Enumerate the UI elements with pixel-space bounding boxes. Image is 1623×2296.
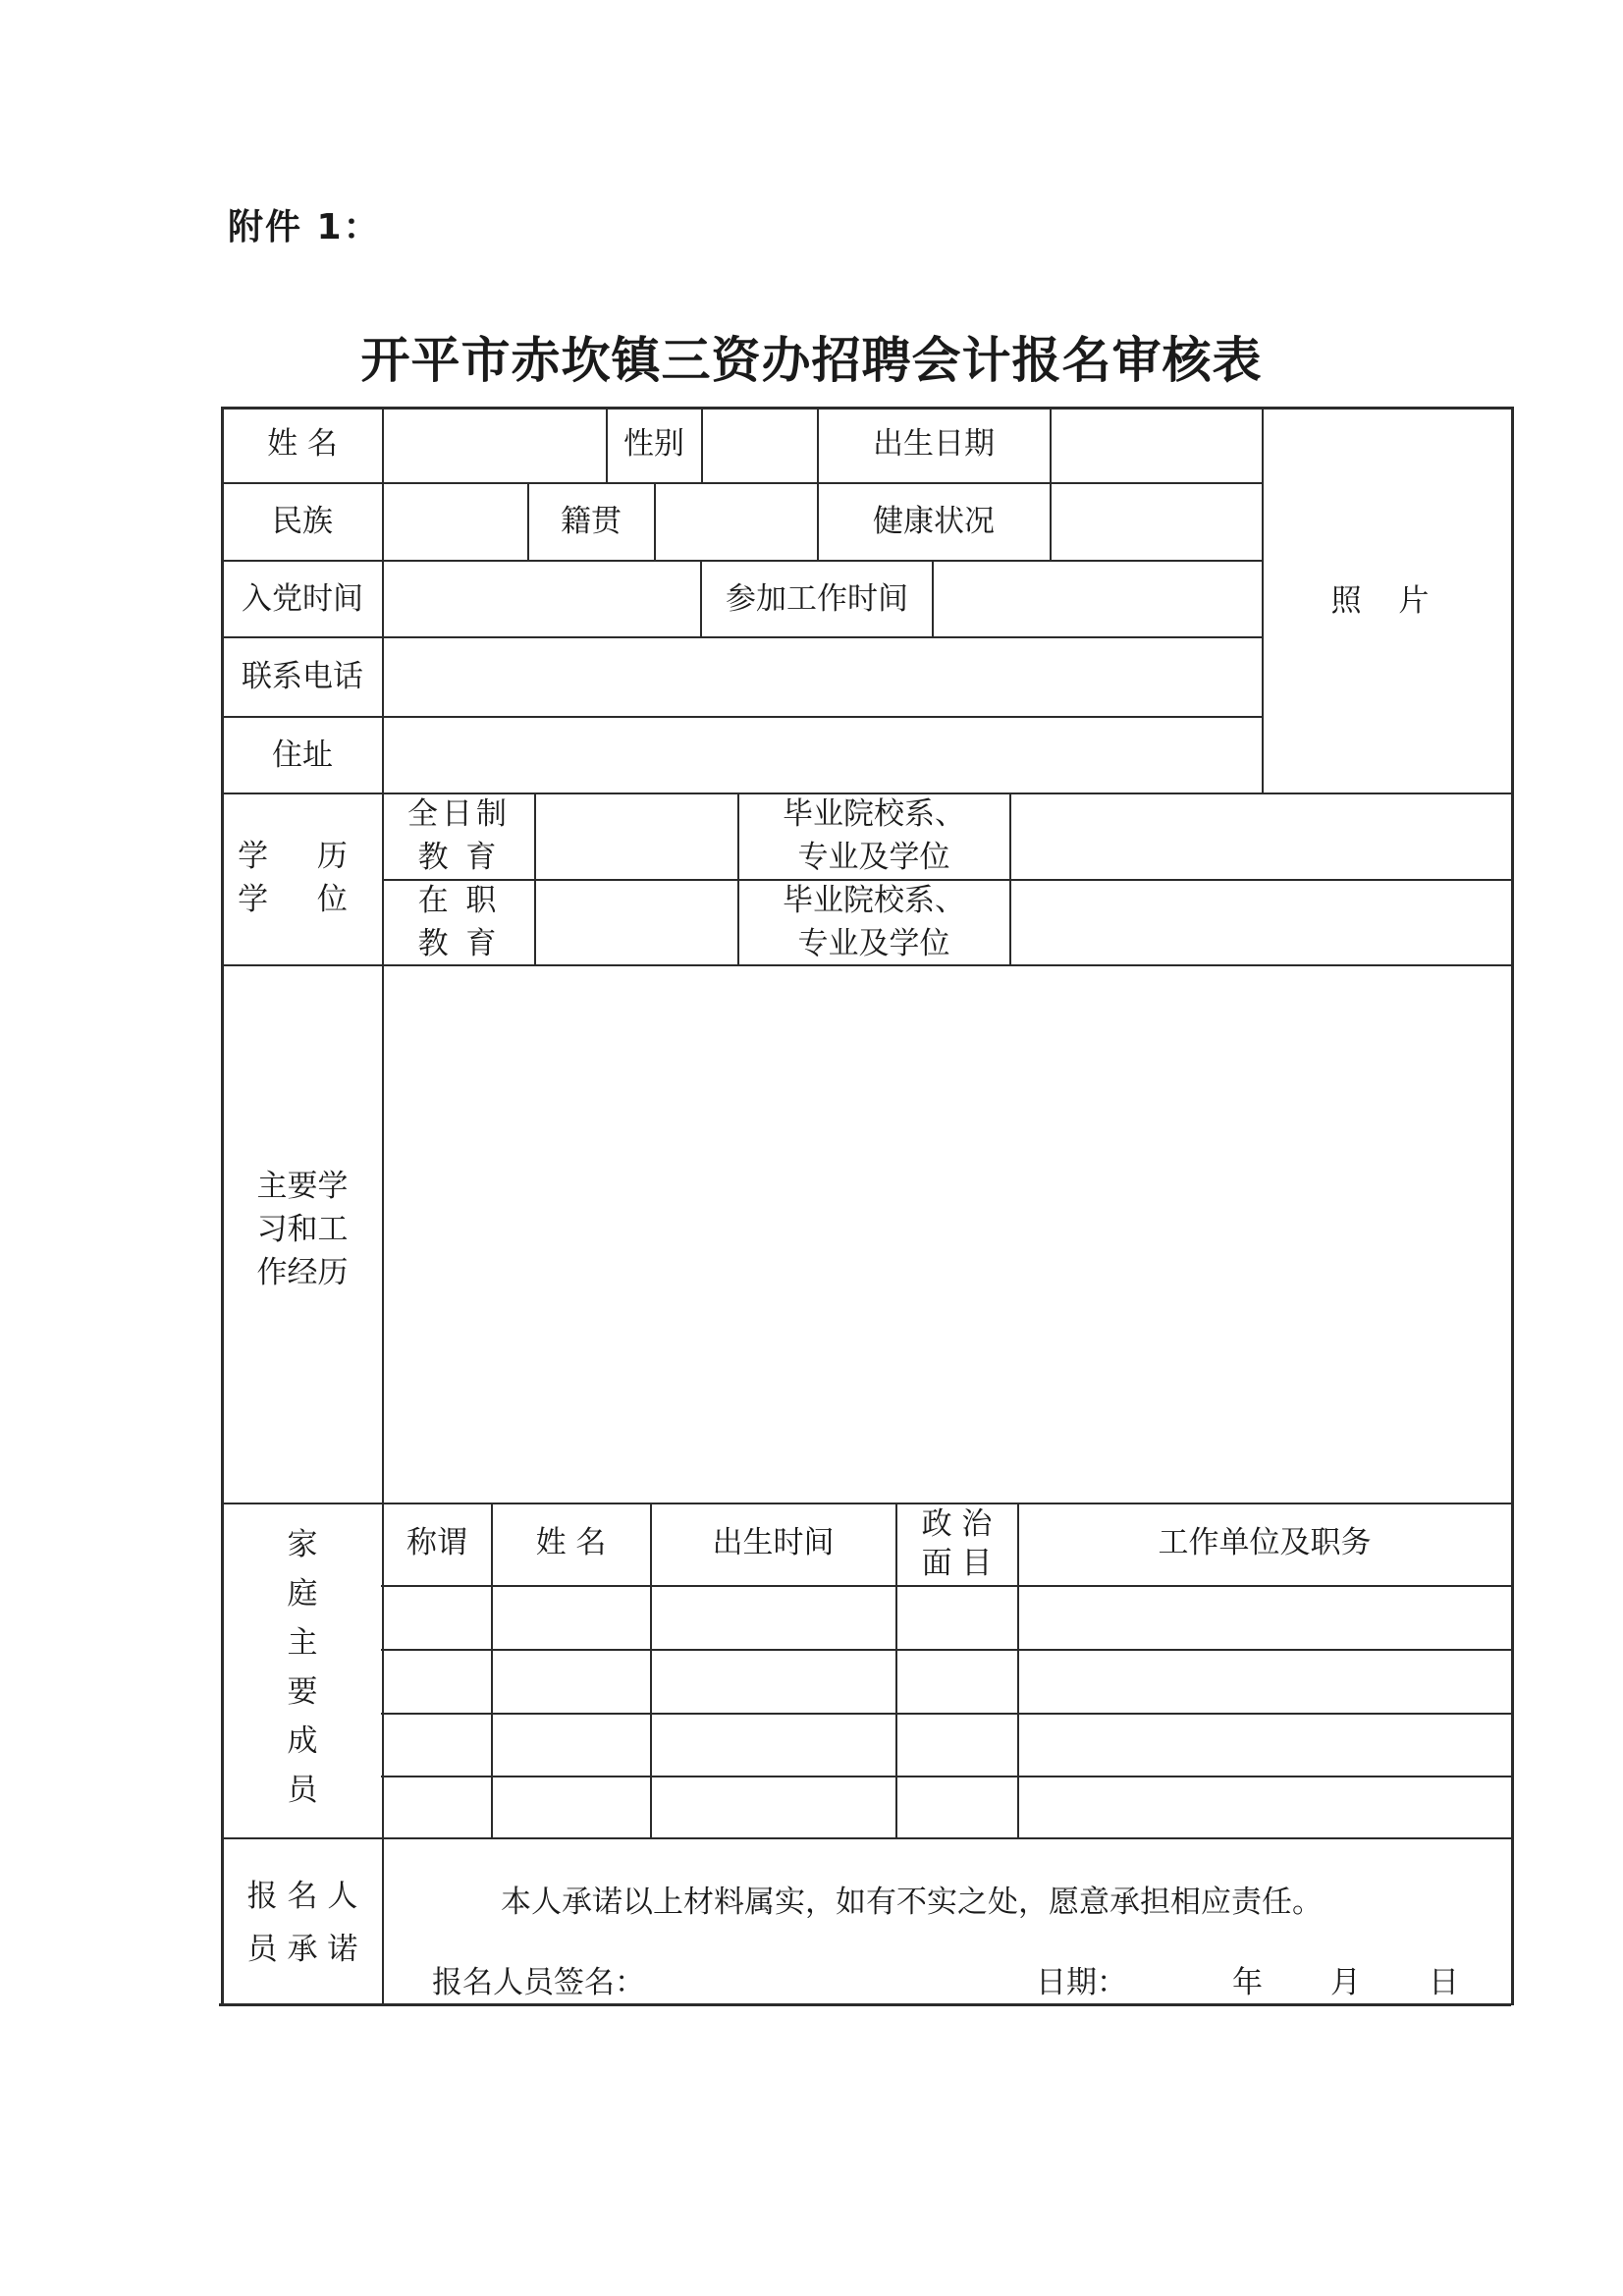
signature-label: 报名人员签名：: [432, 1965, 645, 2000]
family-col-employer: 工作单位及职务: [1158, 1525, 1372, 1560]
family-col-birth: 出生时间: [712, 1525, 835, 1560]
inservice-graduation-label: 毕业院校系、 专业及学位: [783, 883, 965, 961]
border-top: [221, 407, 1513, 410]
history-label: 主要学 习和工 作经历: [256, 1169, 349, 1290]
family-section-label: 家庭主要成员: [287, 1527, 318, 1808]
cell-divider: [1050, 482, 1052, 561]
inservice-education-label: 在 职 教 育: [417, 883, 501, 961]
fulltime-graduation-label: 毕业院校系、 专业及学位: [783, 796, 965, 875]
birth-date-label: 出生日期: [873, 426, 995, 462]
fulltime-education-label: 全日制 教 育: [407, 796, 511, 875]
month-label: 月: [1330, 1965, 1361, 2000]
rule: [222, 1837, 1512, 1839]
border-right: [1511, 407, 1514, 2005]
ethnicity-label: 民族: [272, 504, 333, 539]
date-label: 日期：: [1036, 1965, 1127, 2000]
attachment-label: 附件 1：: [228, 207, 381, 247]
phone-label: 联系电话: [242, 659, 363, 694]
family-col-relation: 称谓: [406, 1525, 467, 1560]
cell-divider: [1050, 407, 1052, 483]
rule: [381, 1713, 1512, 1715]
commitment-statement: 本人承诺以上材料属实，如有不实之处，愿意承担相应责任。: [501, 1885, 1323, 1920]
border-bottom: [219, 2003, 1511, 2006]
form-title: 开平市赤坎镇三资办招聘会计报名审核表: [360, 332, 1263, 389]
address-label: 住址: [272, 738, 333, 773]
rule: [222, 636, 1263, 638]
rule: [222, 560, 1263, 562]
rule: [222, 716, 1263, 718]
education-section-label: 学 历 学 位: [238, 839, 367, 917]
commitment-label: 报 名 人 员 承 诺: [246, 1879, 358, 1967]
year-label: 年: [1232, 1965, 1263, 2000]
family-col-political: 政 治 面 目: [921, 1506, 993, 1581]
health-label: 健康状况: [873, 504, 995, 539]
gender-label: 性别: [623, 426, 684, 462]
rule: [381, 1649, 1512, 1651]
cell-divider: [701, 407, 703, 483]
rule: [381, 1776, 1512, 1777]
rule: [381, 1585, 1512, 1587]
photo-label: 照 片: [1330, 583, 1443, 619]
work-start-label: 参加工作时间: [726, 581, 908, 617]
family-col-name: 姓 名: [535, 1525, 607, 1560]
day-label: 日: [1429, 1965, 1459, 2000]
cell-divider: [654, 482, 656, 561]
cell-divider: [534, 793, 536, 965]
name-label: 姓 名: [267, 426, 338, 462]
rule: [222, 1503, 1512, 1504]
native-place-label: 籍贯: [561, 504, 622, 539]
party-date-label: 入党时间: [242, 581, 363, 617]
cell-divider: [1009, 793, 1011, 965]
rule: [222, 482, 1263, 484]
